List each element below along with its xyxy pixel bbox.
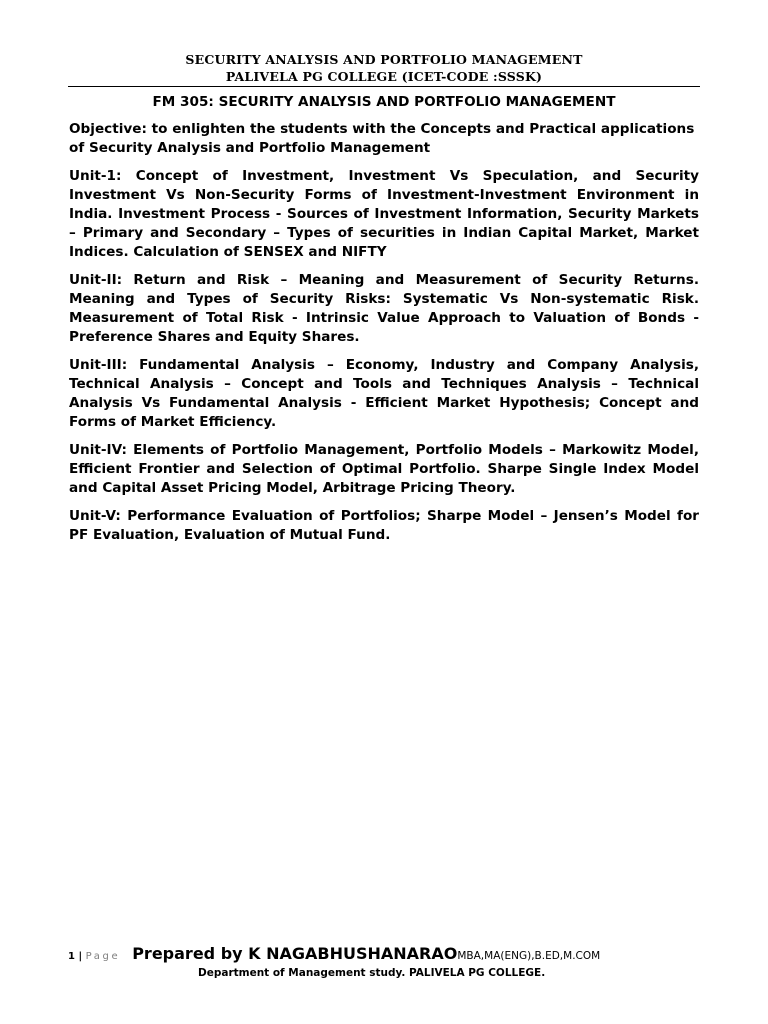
footer-line [68,943,700,965]
document-header [68,51,700,85]
page-footer [68,943,700,981]
header-college: PALIVELA PG COLLEGE (ICET-CODE :SSSK) [225,69,543,84]
unit-5-paragraph: Unit-V: Performance Evaluation of Portfolios; Sharpe Model – Jensen’s Model for PF Evaluation, Evaluation of Mutual Fund. [69,508,699,543]
unit-4-paragraph: Unit-IV: Elements of Portfolio Management, Portfolio Models – Markowitz Model, Efficient Frontier and Selection of Optimal Portfolio. Sharpe Single Index Model and Capital Asset Pricing Model, Arbitrage Pricing Theory. [69,442,699,496]
author-qualifications: MBA,MA(ENG),B.ED,M.COM [457,950,601,962]
prepared-by: Prepared by K NAGABHUSHANARAO [132,944,458,963]
document-body [69,93,699,554]
department-line: Department of Management study. PALIVELA PG COLLEGE. [198,967,546,979]
page-number: 1 [68,951,75,962]
header-title: SECURITY ANALYSIS AND PORTFOLIO MANAGEMENT [185,52,583,67]
header-divider [68,86,700,87]
unit-3-paragraph: Unit-III: Fundamental Analysis – Economy, Industry and Company Analysis, Technical Analysis – Concept and Tools and Techniques Analysis – Technical Analysis Vs Fundamental Analysis - Efficient Market Hypothesis; Concept and Forms of Market Efficiency. [69,357,699,430]
page-separator: | [74,951,86,962]
page-label: Page [85,951,121,962]
objective-paragraph: Objective: to enlighten the students with the Concepts and Practical applications of Security Analysis and Portfolio Management [69,121,695,156]
unit-2-paragraph: Unit-II: Return and Risk – Meaning and Measurement of Security Returns. Meaning and Types of Security Risks: Systematic Vs Non-systematic Risk. Measurement of Total Risk - Intrinsic Value Approach to Valuation of Bonds - Preference Shares and Equity Shares. [69,272,699,345]
course-title: FM 305: SECURITY ANALYSIS AND PORTFOLIO MANAGEMENT [152,94,616,110]
unit-1-paragraph: Unit-1: Concept of Investment, Investment Vs Speculation, and Security Investment Vs Non-Security Forms of Investment-Investment Environment in India. Investment Process - Sources of Investment Information, Security Markets – Primary and Secondary – Types of securities in Indian Capital Market, Market Indices. Calculation of SENSEX and NIFTY [69,168,699,260]
